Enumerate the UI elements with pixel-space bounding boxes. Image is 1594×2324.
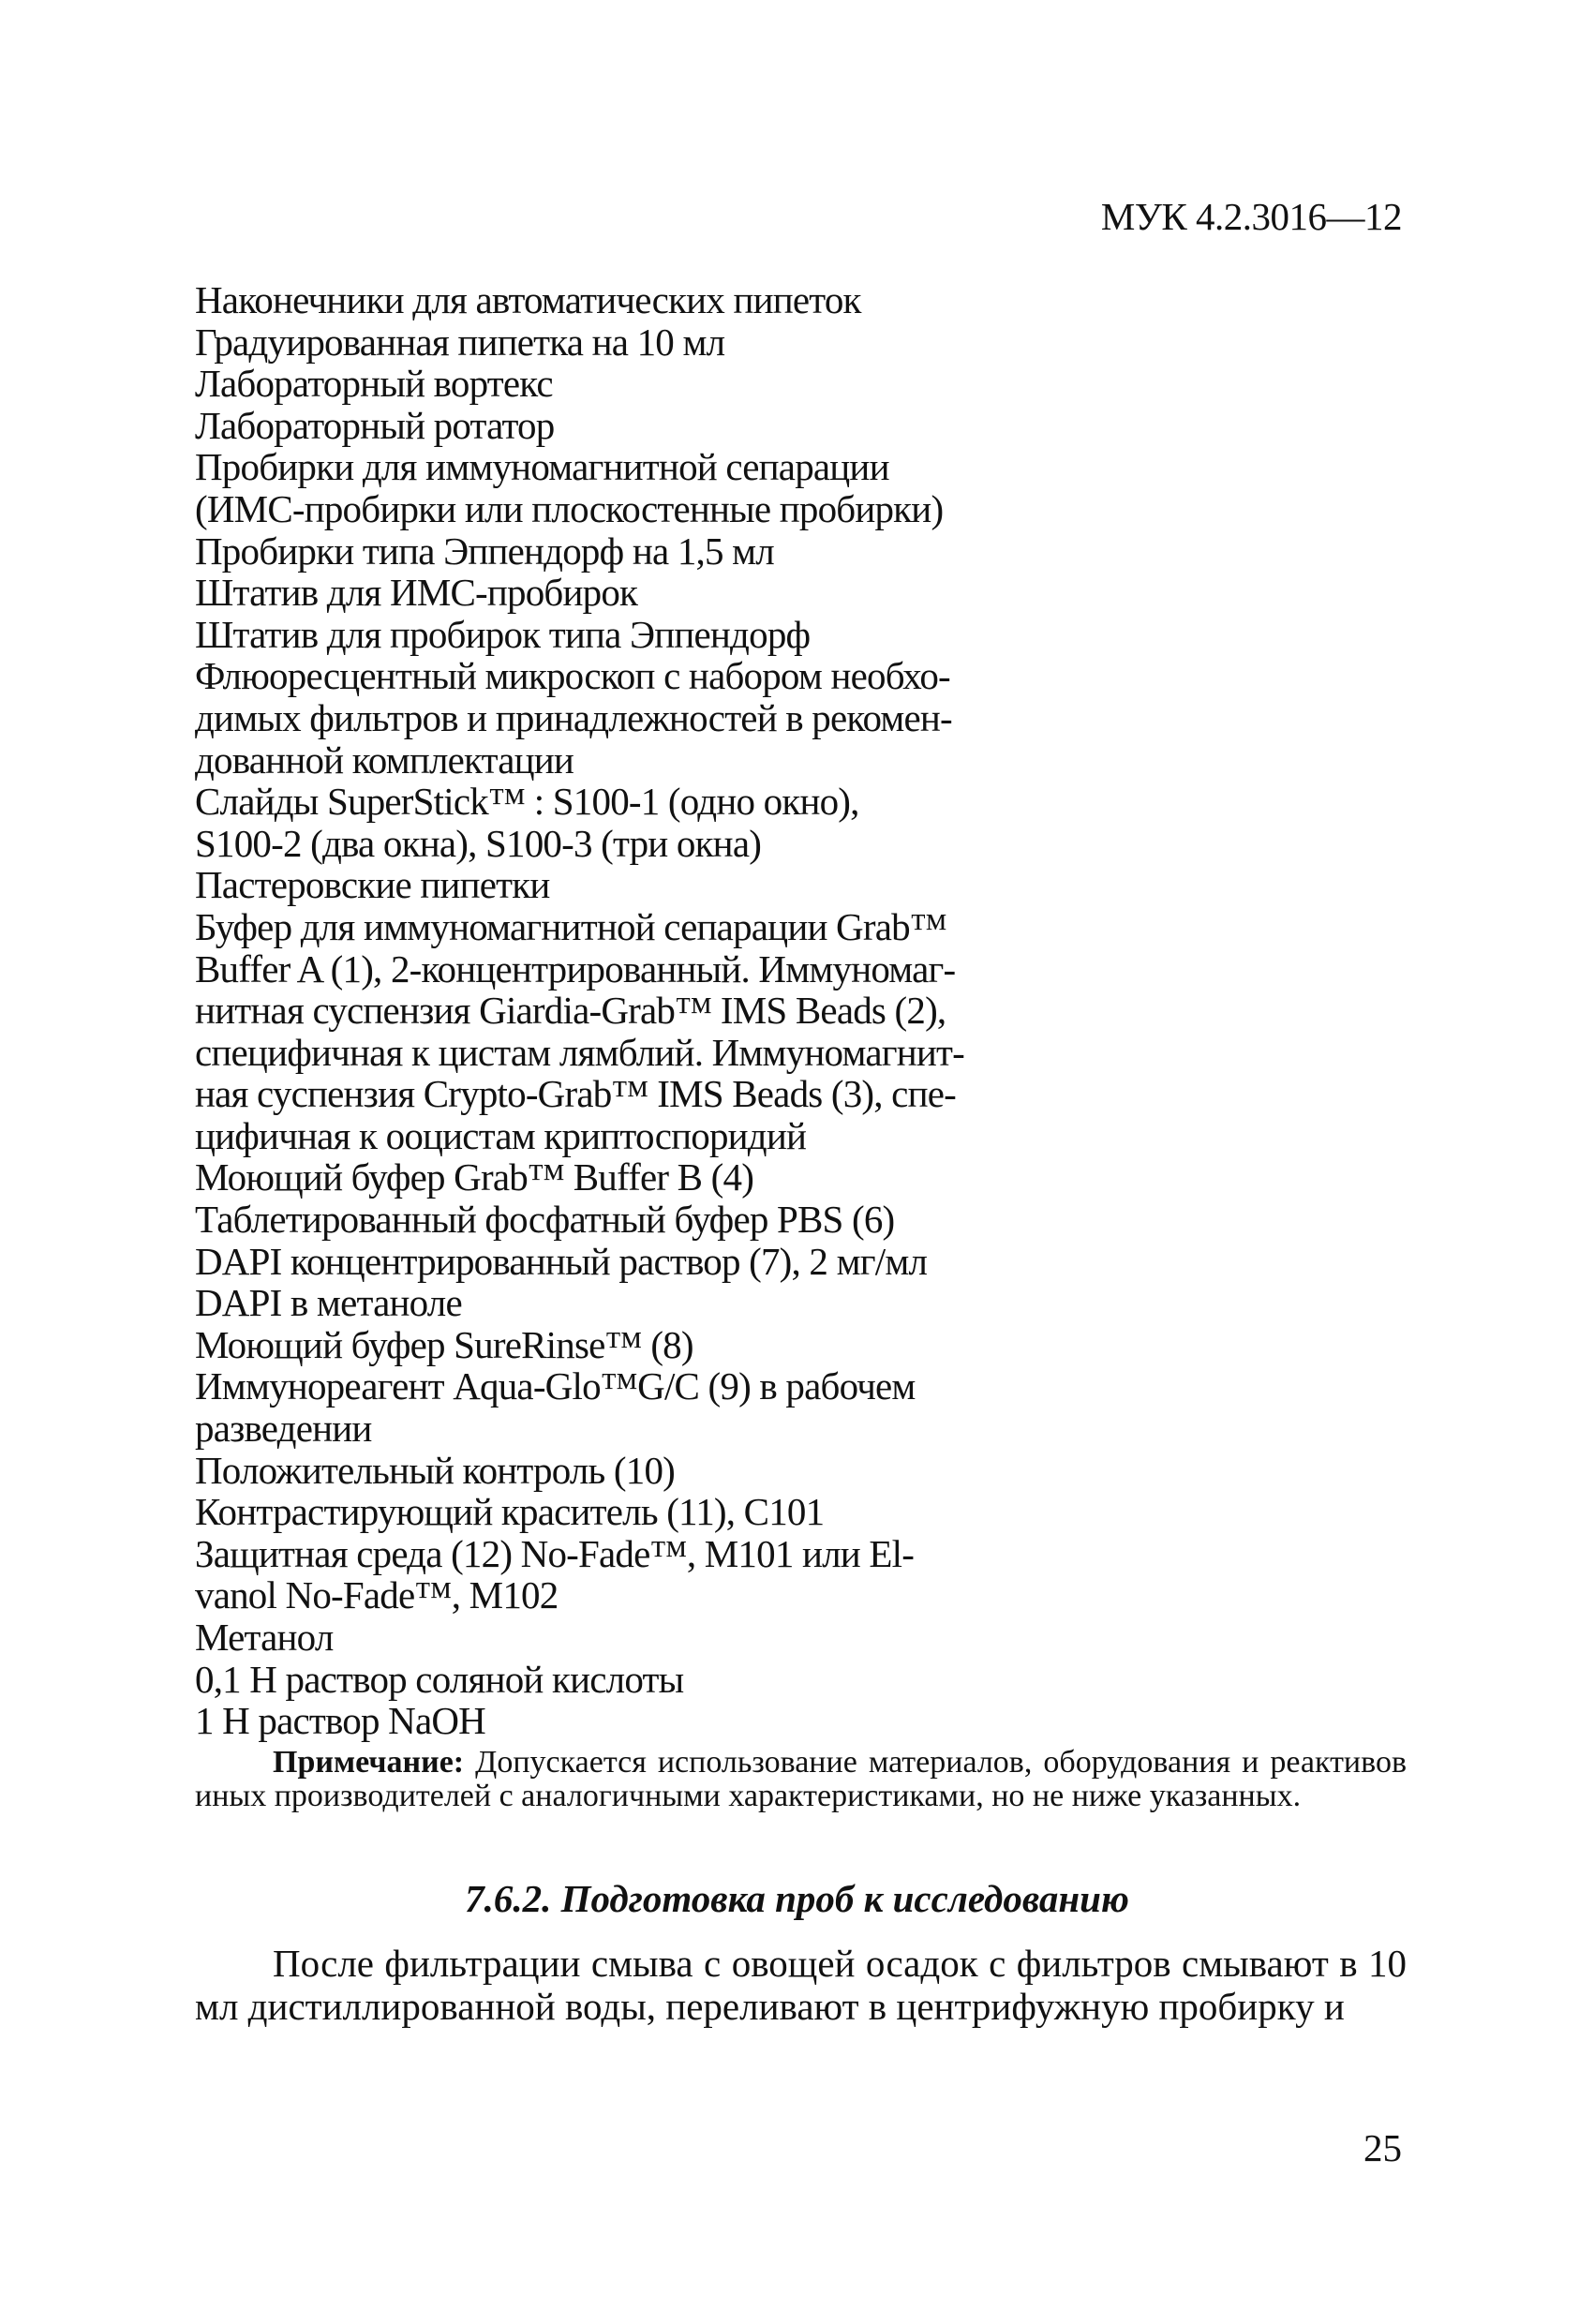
equipment-list — [195, 279, 1020, 1742]
equipment-list-item: Метанол — [195, 1616, 334, 1659]
equipment-list-item: Градуированная пипетка на 10 мл — [195, 320, 725, 364]
note-label: Примечание: — [273, 1745, 465, 1780]
section-title: 7.6.2. Подготовка проб к исследованию — [465, 1877, 1129, 1920]
equipment-list-item: Пробирки для иммуномагнитной сепарации — [195, 445, 889, 489]
equipment-list-item: (ИМС-пробирки или плоскостенные пробирки) — [195, 486, 944, 530]
equipment-list-item: 1 Н раствор NaOH — [195, 1699, 485, 1743]
equipment-list-item: Штатив для ИМС-пробирок — [195, 571, 638, 615]
equipment-list-item: vanol No-Fade™, M102 — [195, 1573, 559, 1617]
equipment-list-item: нитная суспензия Giardia-Grab™ IMS Beads (2), — [195, 989, 946, 1033]
equipment-list-item: Флюоресцентный микроскоп с набором необхо- — [195, 654, 950, 698]
equipment-list-item: ная суспензия Crypto-Grab™ IMS Beads (3), спе- — [195, 1072, 956, 1116]
equipment-list-item: Наконечники для автоматических пипеток — [195, 278, 861, 321]
equipment-list-item: Лабораторный ротатор — [195, 403, 555, 447]
equipment-list-item: DAPI концентрированный раствор (7), 2 мг/мл — [195, 1239, 928, 1283]
equipment-list-item: Контрастирующий краситель (11), C101 — [195, 1490, 825, 1534]
equipment-list-item: разведении — [195, 1407, 372, 1451]
equipment-list-item: дованной комплектации — [195, 737, 574, 782]
equipment-list-item: Пробирки типа Эппендорф на 1,5 мл — [195, 529, 774, 573]
equipment-list-item: Пастеровские пипетки — [195, 863, 550, 907]
equipment-list-item: Буфер для иммуномагнитной сепарации Grab™ — [195, 904, 947, 948]
equipment-list-item: Слайды SuperStick™ : S100-1 (одно окно), — [195, 780, 859, 824]
body-paragraph: После фильтрации смыва с овощей осадок с фильтров смывают в 10 мл дистиллированной воды, переливают в центрифужную пробирку и — [195, 1942, 1407, 2028]
equipment-list-item: Buffer A (1), 2-концентрированный. Иммуномаг- — [195, 946, 956, 991]
note-paragraph — [195, 1746, 1407, 1813]
equipment-list-item: Штатив для пробирок типа Эппендорф — [195, 612, 811, 656]
equipment-list-item: Моющий буфер Grab™ Buffer B (4) — [195, 1155, 754, 1199]
equipment-list-item: Защитная среда (12) No-Fade™, M101 или El- — [195, 1531, 915, 1575]
equipment-list-item: Таблетированный фосфатный буфер PBS (6) — [195, 1198, 895, 1242]
equipment-list-item: Лабораторный вортекс — [195, 362, 553, 406]
document-code: МУК 4.2.3016—12 — [1100, 195, 1402, 238]
equipment-list-item: цифичная к ооцистам криптоспоридий — [195, 1113, 807, 1157]
equipment-list-item: 0,1 Н раствор соляной кислоты — [195, 1657, 684, 1701]
equipment-list-item: Положительный контроль (10) — [195, 1448, 676, 1492]
equipment-list-item: DAPI в метаноле — [195, 1281, 462, 1325]
note-text: Допускается использование материалов, оборудования и реактивов иных производителей с аналогичными характеристиками, но не ниже указанных. — [195, 1745, 1407, 1813]
equipment-list-item: S100-2 (два окна), S100-3 (три окна) — [195, 821, 762, 865]
equipment-list-item: Иммунореагент Aqua-Glo™G/C (9) в рабочем — [195, 1364, 916, 1408]
equipment-list-item: Моющий буфер SureRinse™ (8) — [195, 1322, 693, 1366]
equipment-list-item: димых фильтров и принадлежностей в рекомен- — [195, 695, 952, 739]
page-number: 25 — [1363, 2126, 1402, 2169]
equipment-list-item: специфичная к цистам лямблий. Иммуномагнит- — [195, 1030, 964, 1074]
